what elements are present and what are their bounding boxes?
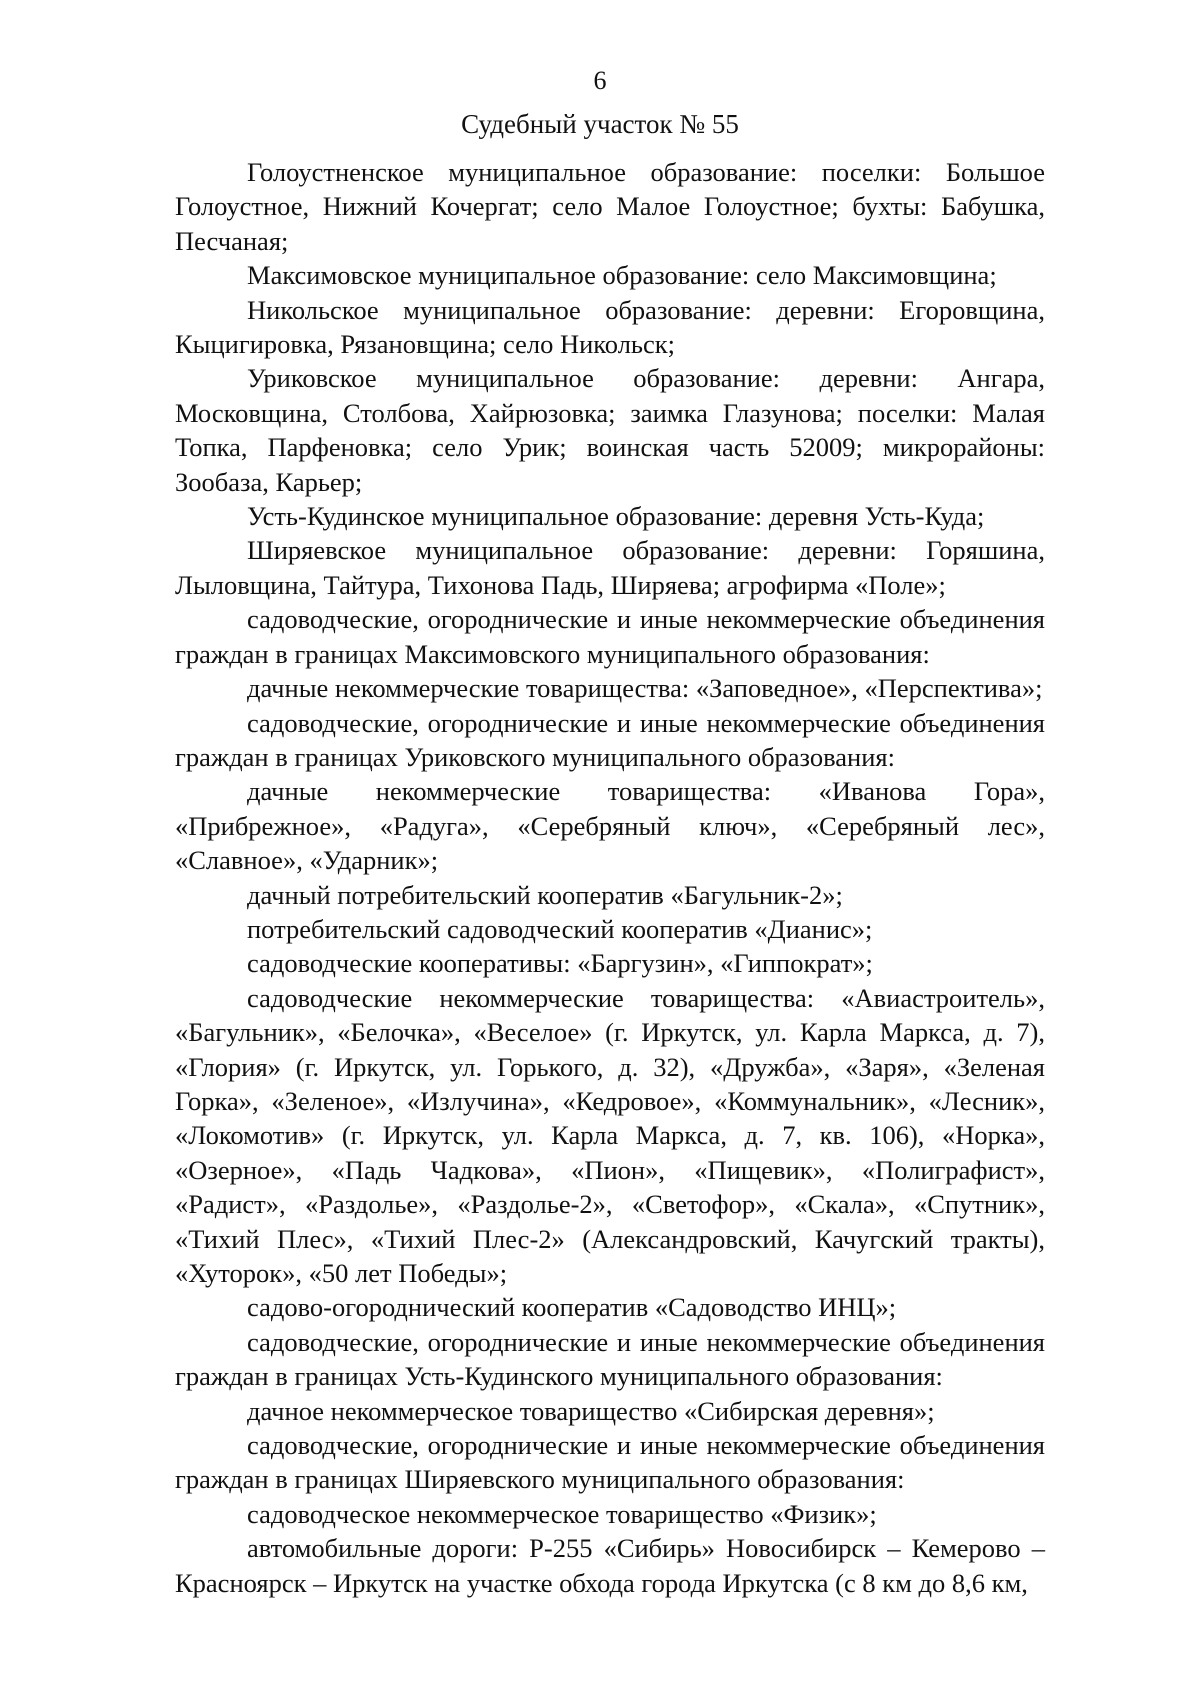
body-text (175, 155, 1045, 1600)
paragraph-ust-kudinskoe: Усть-Кудинское муниципальное образование: деревня Усть-Куда; (247, 501, 985, 532)
paragraph-dnt-urikovskoe: дачные некоммерческие товарищества: «Иванова Гора», «Прибрежное», «Радуга», «Серебряный ключ», «Серебряный лес», «Славное», «Ударник»; (175, 776, 1045, 876)
paragraph-sk: садоводческие кооперативы: «Баргузин», «Гиппократ»; (247, 948, 873, 979)
page-number: 6 (593, 66, 607, 95)
paragraph-dnt-sibirskaya: дачное некоммерческое товарищество «Сибирская деревня»; (247, 1395, 935, 1426)
paragraph-urikovskoe: Уриковское муниципальное образование: деревни: Ангара, Московщина, Столбова, Хайрюзовка; заимка Глазунова; поселки: Малая Топка, Парфеновка; село Урик; воинская часть 52009; микрорайоны: Зообаза, Карьер; (175, 363, 1045, 497)
paragraph-maksimovskoe: Максимовское муниципальное образование: село Максимовщина; (247, 260, 997, 291)
paragraph-dnt-maksimovskoe: дачные некоммерческие товарищества: «Заповедное», «Перспектива»; (247, 673, 1043, 704)
paragraph-roads: автомобильные дороги: Р-255 «Сибирь» Новосибирск – Кемерово – Красноярск – Иркутск на участке обхода города Иркутска (с 8 км до 8,6 км, (175, 1533, 1045, 1598)
section-title: Судебный участок № 55 (461, 109, 739, 139)
paragraph-goloustnenskoe: Голоустненское муниципальное образование: поселки: Большое Голоустное, Нижний Кочергат; село Малое Голоустное; бухты: Бабушка, Песчаная; (175, 157, 1045, 256)
paragraph-nikolskoe: Никольское муниципальное образование: деревни: Егоровщина, Кыцигировка, Рязановщина; село Никольск; (175, 294, 1045, 360)
paragraph-snt-fizik: садоводческое некоммерческое товарищество «Физик»; (247, 1498, 877, 1529)
paragraph-associations-shiryaevskoe: садоводческие, огороднические и иные некоммерческие объединения граждан в границах Ширяевского муниципального образования: (175, 1430, 1045, 1495)
paragraph-associations-urikovskoe: садоводческие, огороднические и иные некоммерческие объединения граждан в границах Уриковского муниципального образования: (175, 707, 1045, 772)
paragraph-associations-maksimovskoe: садоводческие, огороднические и иные некоммерческие объединения граждан в границах Максимовского муниципального образования: (175, 604, 1045, 669)
paragraph-sok-inc: садово-огороднический кооператив «Садоводство ИНЦ»; (247, 1292, 897, 1323)
paragraph-associations-ust-kudinskoe: садоводческие, огороднические и иные некоммерческие объединения граждан в границах Усть-Кудинского муниципального образования: (175, 1326, 1045, 1392)
paragraph-snt-list: садоводческие некоммерческие товарищества: «Авиастроитель», «Багульник», «Белочка», «Веселое» (г. Иркутск, ул. Карла Маркса, д. 7), «Глория» (г. Иркутск, ул. Горького, д. 32), «Дружба», «Заря», «Зеленая Горка», «Зеленое», «Излучина», «Кедровое», «Коммунальник», «Лесник», «Локомотив» (г. Иркутск, ул. Карла Маркса, д. 7, кв. 106), «Норка», «Озерное», «Падь Чадкова», «Пион», «Пищевик», «Полиграфист», «Радист», «Раздолье», «Раздолье-2», «Светофор», «Скала», «Спутник», «Тихий Плес», «Тихий Плес-2» (Александровский, Качугский тракты), «Хуторок», «50 лет Победы»; (175, 982, 1045, 1288)
paragraph-dpk-bagulnik: дачный потребительский кооператив «Багульник-2»; (247, 879, 843, 910)
paragraph-shiryaevskoe: Ширяевское муниципальное образование: деревни: Горяшина, Лыловщина, Тайтура, Тихонова Падь, Ширяева; агрофирма «Поле»; (175, 535, 1045, 600)
paragraph-psk-dianis: потребительский садоводческий кооператив «Дианис»; (247, 913, 873, 944)
